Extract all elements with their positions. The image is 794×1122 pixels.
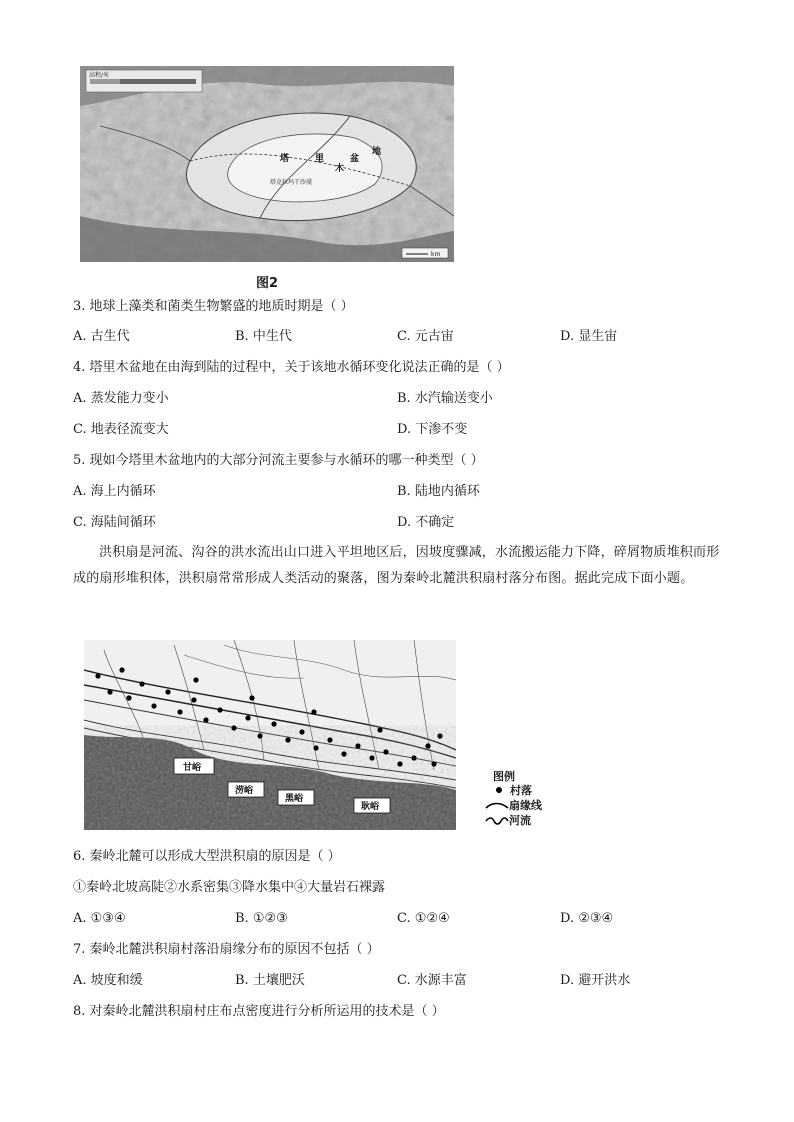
- question-7-stem: 7. 秦岭北麓洪积扇村落沿扇缘分布的原因不包括（ ）: [73, 942, 380, 957]
- figure-2-caption: 图2: [256, 276, 279, 291]
- question-6-statements: ①秦岭北坡高陡②水系密集③降水集中④大量岩石裸露: [73, 880, 386, 895]
- map-label-pen: 盆: [350, 154, 360, 164]
- peak-label-ganyu: 甘峪: [183, 763, 202, 773]
- question-6-option-d: D. ②③④: [560, 911, 614, 926]
- map-label-li: 里: [315, 154, 325, 164]
- question-7-option-c: C. 水源丰富: [397, 973, 467, 988]
- tarim-basin-map-graphic: [80, 66, 454, 262]
- question-7-option-a: A. 坡度和缓: [73, 973, 143, 988]
- fan-edge-line-icon: [485, 801, 509, 811]
- question-6-stem: 6. 秦岭北麓可以形成大型洪积扇的原因是（ ）: [73, 849, 341, 864]
- figure-3-map: [84, 640, 456, 830]
- question-6-option-c: C. ①②④: [397, 911, 450, 926]
- question-3-option-b: B. 中生代: [235, 329, 292, 344]
- question-4-stem: 4. 塔里木盆地在由海到陆的过程中，关于该地水循环变化说法正确的是（ ）: [73, 360, 510, 375]
- question-5-option-a: A. 海上内循环: [73, 484, 156, 499]
- question-4-option-a: A. 蒸发能力变小: [73, 391, 169, 406]
- map-label-mu: 木: [335, 164, 345, 174]
- elevation-legend-title: 高程/米: [89, 72, 110, 79]
- map-label-desert: 塔克拉玛干沙漠: [270, 179, 313, 186]
- peak-label-gengyu: 耿峪: [361, 802, 380, 812]
- legend-item-village: 村落: [493, 782, 532, 798]
- question-5-stem: 5. 现如今塔里木盆地内的大部分河流主要参与水循环的哪一种类型（ ）: [73, 453, 484, 468]
- question-3-option-a: A. 古生代: [73, 329, 130, 344]
- question-6-option-b: B. ①②③: [235, 911, 288, 926]
- question-3-option-d: D. 显生宙: [560, 329, 618, 344]
- question-7-option-d: D. 避开洪水: [560, 973, 631, 988]
- village-dot-icon: [496, 787, 502, 793]
- question-3-option-c: C. 元古宙: [397, 329, 454, 344]
- legend-item-fan-edge: 扇缘线: [485, 797, 542, 813]
- peak-label-laoyu: 涝峪: [235, 786, 254, 796]
- map-label-di: 地: [372, 147, 382, 157]
- question-8-stem: 8. 对秦岭北麓洪积扇村庄布点密度进行分析所运用的技术是（ ）: [73, 1004, 445, 1019]
- figure-2-map: [80, 66, 454, 262]
- question-3-stem: 3. 地球上藻类和菌类生物繁盛的地质时期是（ ）: [73, 299, 354, 314]
- river-line-icon: [485, 816, 509, 826]
- passage-text: 洪积扇是河流、沟谷的洪水流出山口进入平坦地区后，因坡度骤减，水流搬运能力下降，碎屑物质堆积而形成的扇形堆积体，洪积扇常常形成人类活动的聚落，图为秦岭北麓洪积扇村落分布图。据此完成下面小题。: [73, 545, 720, 586]
- figure-3-legend-title: 图例: [493, 770, 515, 783]
- alluvial-fan-map-graphic: [84, 640, 456, 830]
- question-4-option-c: C. 地表径流变大: [73, 422, 169, 437]
- question-5-option-d: D. 不确定: [397, 515, 455, 530]
- question-5-option-c: C. 海陆间循环: [73, 515, 156, 530]
- question-6-option-a: A. ①③④: [73, 911, 126, 926]
- question-4-option-b: B. 水汽输送变小: [397, 391, 493, 406]
- question-4-option-d: D. 下渗不变: [397, 422, 468, 437]
- map-label-ta: 塔: [280, 154, 290, 164]
- peak-label-heiyu: 黑峪: [285, 794, 304, 804]
- question-5-option-b: B. 陆地内循环: [397, 484, 480, 499]
- scale-label: km: [431, 251, 441, 258]
- question-7-option-b: B. 土壤肥沃: [235, 973, 305, 988]
- legend-item-river: 河流: [485, 812, 531, 828]
